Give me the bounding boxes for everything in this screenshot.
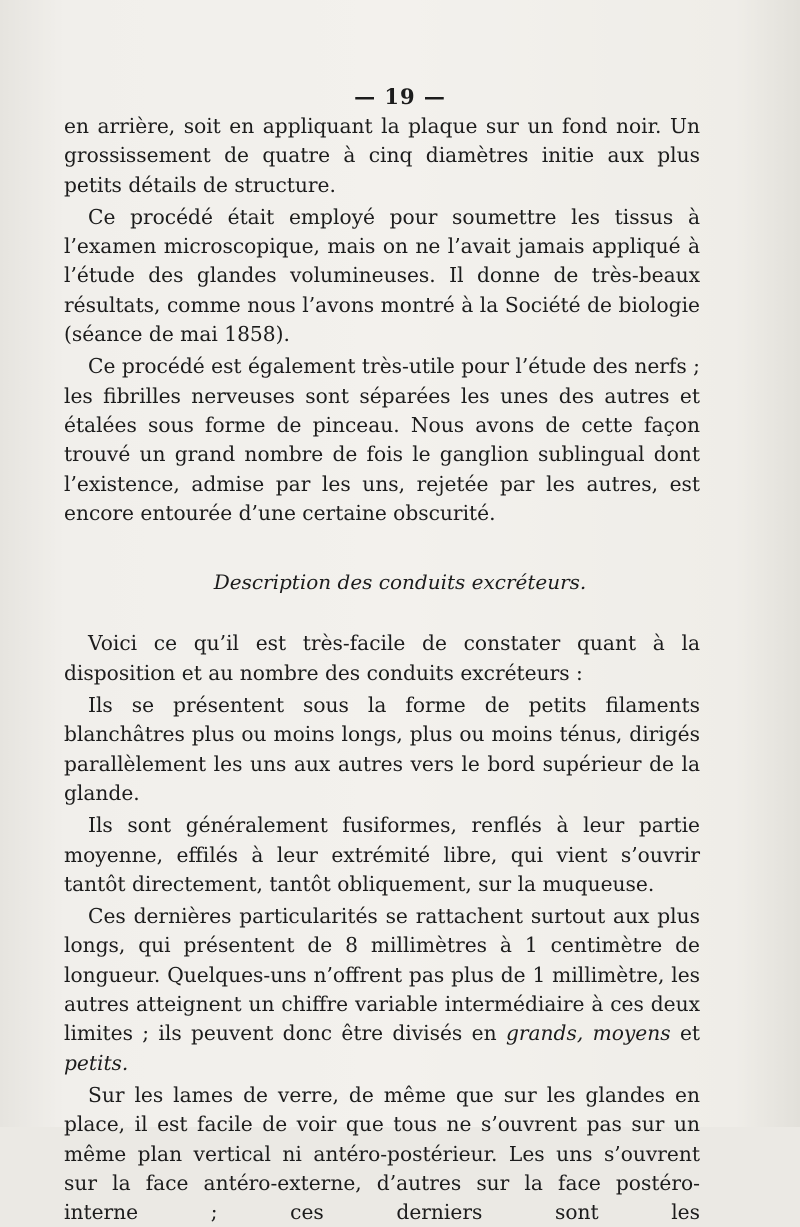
body-text (64, 112, 700, 1227)
section-heading: Description des conduits excréteurs. (213, 570, 587, 595)
paragraph-5: Ils se présentent sous la forme de petits filaments blanchâtres plus ou moins longs, plus ou moins ténus, dirigés parallèlement les uns aux autres vers le bord supérieur de la glande. (64, 693, 700, 805)
conjunction-et: et (679, 1021, 701, 1046)
term-moyens: moyens (592, 1021, 671, 1046)
paragraph-3: Ce procédé est également très-utile pour l’étude des nerfs ; les fibrilles nerveuses sont séparées les unes des autres et étalées sous forme de pinceau. Nous avons de cette façon trouvé un grand nombre de fois le ganglion sublingual dont l’existence, admise par les uns, rejetée par les autres, est encore entourée d’une certaine obscurité. (64, 354, 700, 525)
term-grands: grands, (505, 1021, 584, 1046)
paragraph-7-text: Ces dernières particularités se rattachent surtout aux plus longs, qui présentent de 8 millimètres à 1 centimètre de longueur. Quelques-uns n’offrent pas plus de 1 millimètre, les autres atteignent un chiffre variable intermédiaire à ces deux limites ; ils peuvent donc être divisés en (64, 904, 700, 1046)
paragraph-8: Sur les lames de verre, de même que sur les glandes en place, il est facile de voir que tous ne s’ouvrent pas sur un même plan vertical ni antéro-postérieur. Les uns s’ouvrent sur la face antéro-externe, d’autres sur la face postéro-interne ; ces derniers sont les (64, 1082, 700, 1225)
paragraph-4: Voici ce qu’il est très-facile de constater quant à la disposition et au nombre des conduits excréteurs : (64, 631, 700, 685)
term-petits: petits. (64, 1050, 129, 1075)
paragraph-2: Ce procédé était employé pour soumettre les tissus à l’examen microscopique, mais on ne l’avait jamais appliqué à l’étude des glandes volumineuses. Il donne de très-beaux résultats, comme nous l’avons montré à la Société de biologie (séance de mai 1858). (64, 204, 700, 347)
paragraph-7 (64, 902, 700, 1078)
page-number: — 19 — (354, 84, 446, 109)
paragraph-6: Ils sont généralement fusiformes, renflés à leur partie moyenne, effilés à leur extrémité libre, qui vient s’ouvrir tantôt directement, tantôt obliquement, sur la muqueuse. (64, 813, 700, 896)
paragraph-1: en arrière, soit en appliquant la plaque sur un fond noir. Un grossissement de quatre à cinq diamètres initie aux plus petits détails de structure. (64, 114, 700, 197)
